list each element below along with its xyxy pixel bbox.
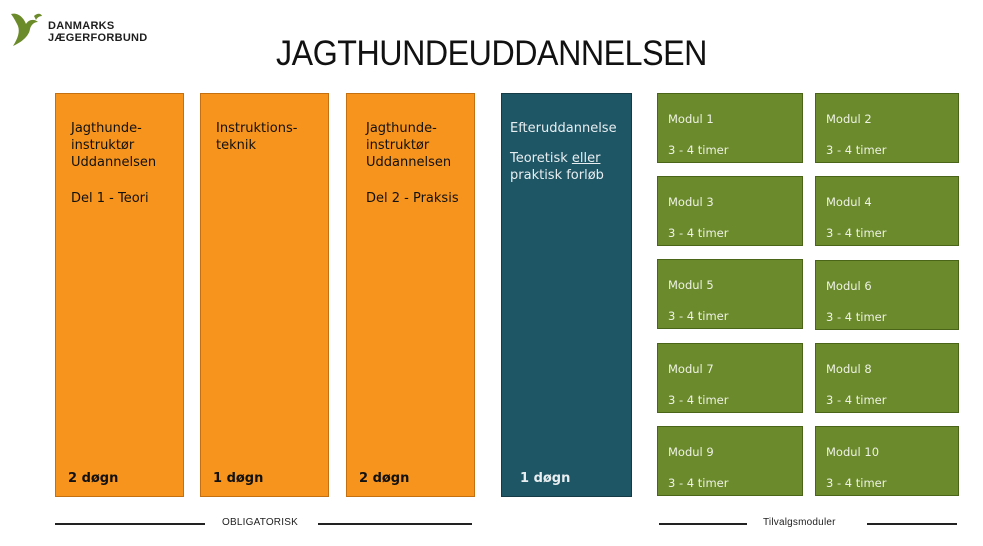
course-text xyxy=(216,120,322,173)
course-heading: Efteruddannelse xyxy=(510,121,617,136)
module-box xyxy=(815,260,959,330)
module-box xyxy=(815,343,959,413)
course-title-line: instruktør xyxy=(71,138,135,153)
module-name: Modul 3 xyxy=(668,195,714,209)
module-duration: 3 - 4 timer xyxy=(826,393,887,407)
course-title-line: Jagthunde- xyxy=(71,121,142,136)
course-instruction-technique xyxy=(200,93,329,497)
course-duration: 1 døgn xyxy=(213,471,264,486)
module-duration: 3 - 4 timer xyxy=(668,226,729,240)
divider-line xyxy=(318,523,472,525)
course-subtitle: Del 1 - Teori xyxy=(71,191,149,206)
course-text-pre: Teoretisk xyxy=(510,151,572,166)
module-name: Modul 4 xyxy=(826,195,872,209)
module-duration: 3 - 4 timer xyxy=(668,476,729,490)
module-name: Modul 8 xyxy=(826,362,872,376)
course-text-underlined: eller xyxy=(571,151,601,166)
module-name: Modul 5 xyxy=(668,278,714,292)
divider-line xyxy=(659,523,747,525)
page-title: JAGTHUNDEUDDANNELSEN xyxy=(276,34,707,73)
course-title-line: Uddannelsen xyxy=(71,155,157,170)
module-name: Modul 2 xyxy=(826,112,872,126)
module-name: Modul 10 xyxy=(826,445,880,459)
course-practice-part-2 xyxy=(346,93,475,497)
course-text xyxy=(366,120,468,226)
module-duration: 3 - 4 timer xyxy=(826,310,887,324)
module-box xyxy=(815,176,959,246)
module-name: Modul 9 xyxy=(668,445,714,459)
module-duration: 3 - 4 timer xyxy=(826,476,887,490)
module-duration: 3 - 4 timer xyxy=(826,226,887,240)
module-duration: 3 - 4 timer xyxy=(668,309,729,323)
course-text xyxy=(510,120,625,197)
course-title-line: teknik xyxy=(216,138,257,153)
course-title-line: Uddannelsen xyxy=(366,155,452,170)
module-box xyxy=(657,343,803,413)
divider-line xyxy=(867,523,957,525)
module-box xyxy=(657,176,803,246)
module-duration: 3 - 4 timer xyxy=(826,143,887,157)
module-name: Modul 1 xyxy=(668,112,714,126)
module-box xyxy=(657,93,803,163)
module-box xyxy=(657,426,803,496)
course-duration: 2 døgn xyxy=(68,471,119,486)
module-duration: 3 - 4 timer xyxy=(668,143,729,157)
logo-line-2: JÆGERFORBUND xyxy=(48,32,148,44)
course-subtitle: Del 2 - Praksis xyxy=(366,191,459,206)
module-box xyxy=(815,93,959,163)
course-title-line: Jagthunde- xyxy=(366,121,437,136)
course-title-line: instruktør xyxy=(366,138,430,153)
logo-line-1: DANMARKS xyxy=(48,20,115,32)
course-continuing-education xyxy=(501,93,632,497)
module-duration: 3 - 4 timer xyxy=(668,393,729,407)
module-box xyxy=(657,259,803,329)
course-title-line: Instruktions- xyxy=(216,121,298,136)
course-duration: 2 døgn xyxy=(359,471,410,486)
divider-line xyxy=(55,523,205,525)
course-text xyxy=(71,120,177,226)
module-name: Modul 6 xyxy=(826,279,872,293)
module-name: Modul 7 xyxy=(668,362,714,376)
mandatory-label: OBLIGATORISK xyxy=(222,517,298,528)
course-theory-part-1 xyxy=(55,93,184,497)
module-box xyxy=(815,426,959,496)
optional-modules-label: Tilvalgsmoduler xyxy=(763,517,836,528)
course-text-post: praktisk forløb xyxy=(510,168,604,183)
course-duration: 1 døgn xyxy=(520,471,571,486)
